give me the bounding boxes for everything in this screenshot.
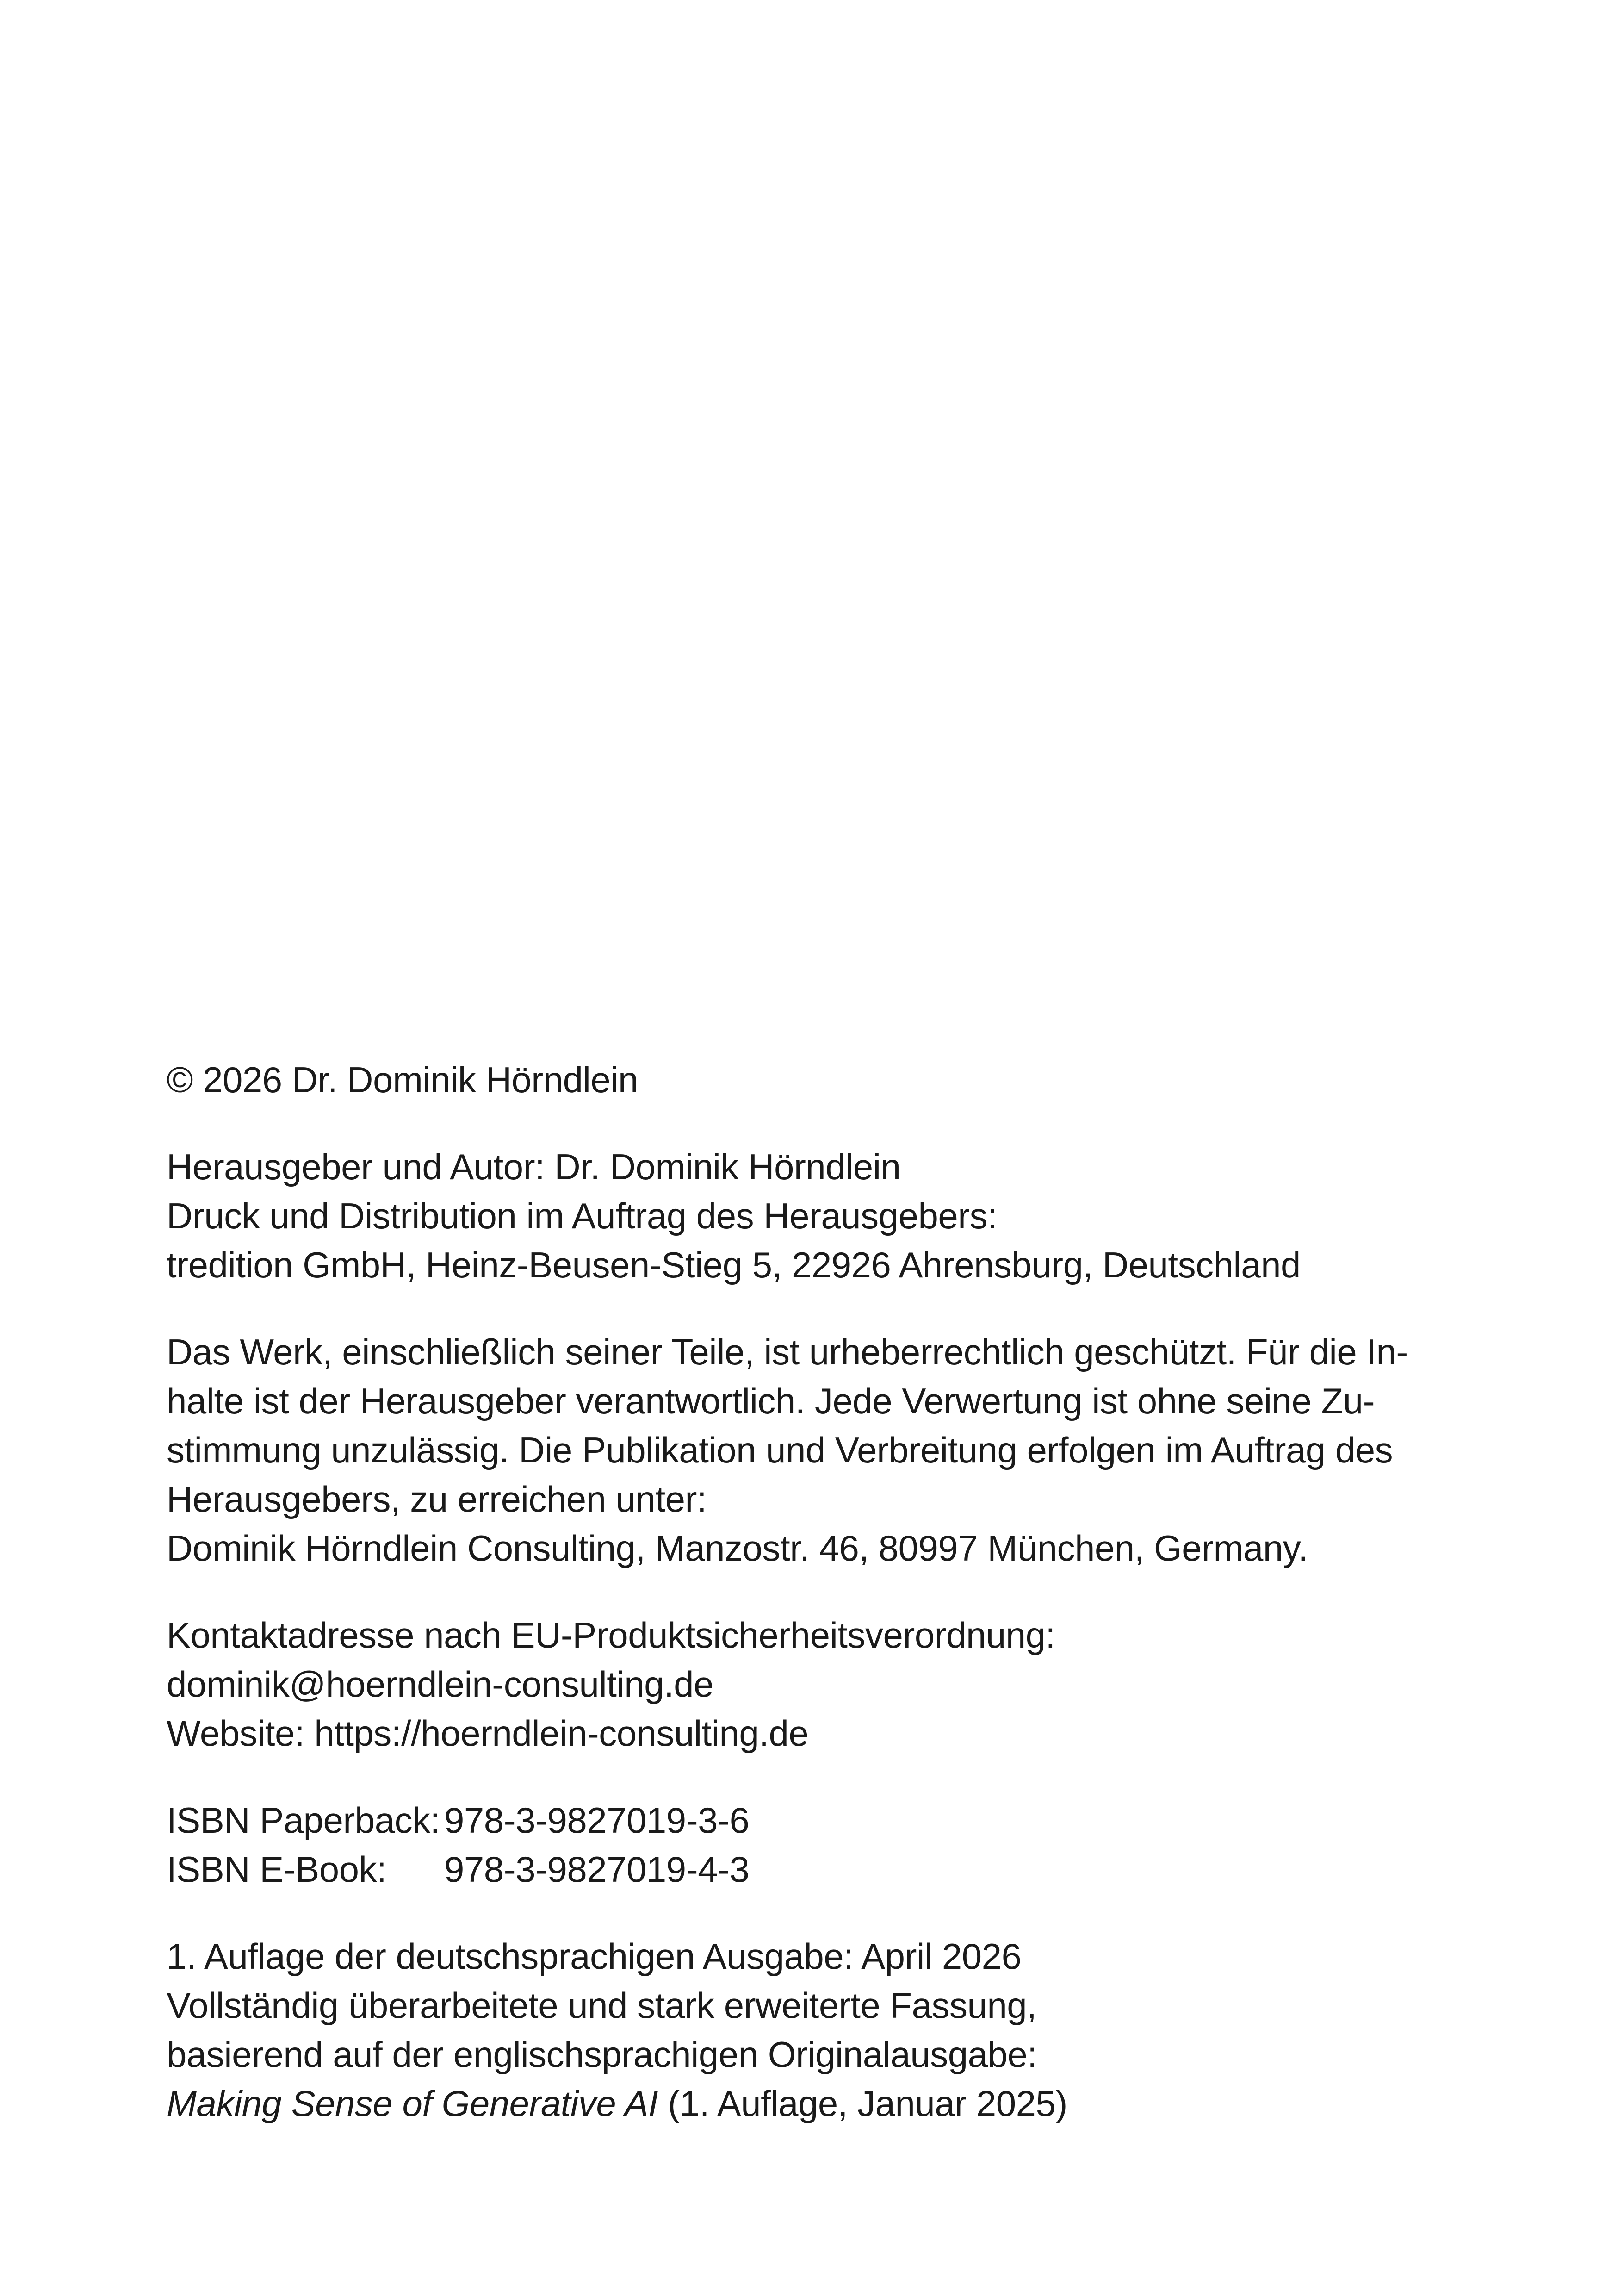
- rights-line: halte ist der Herausgeber verantwortlich. Jede Verwertung ist ohne seine Zu-: [167, 1381, 1375, 1421]
- distributor-address-line: tredition GmbH, Heinz-Beusen-Stieg 5, 22926 Ahrensburg, Deutschland: [167, 1244, 1301, 1285]
- imprint-text: [167, 1055, 1453, 2166]
- contact-email: dominik@hoerndlein-consulting.de: [167, 1664, 713, 1705]
- rights-line: stimmung unzulässig. Die Publikation und Verbreitung erfolgen im Auftrag des: [167, 1430, 1393, 1470]
- isbn-block: [167, 1796, 1453, 1894]
- publisher-line: Herausgeber und Autor: Dr. Dominik Hörndlein: [167, 1146, 901, 1187]
- original-title: Making Sense of Generative AI: [167, 2083, 658, 2124]
- publisher-address-line: Dominik Hörndlein Consulting, Manzostr. 46, 80997 München, Germany.: [167, 1528, 1308, 1568]
- original-title-line: [167, 2079, 1453, 2128]
- isbn-paperback-row: [167, 1796, 1453, 1845]
- isbn-ebook-row: [167, 1845, 1453, 1894]
- rights-line: Herausgebers, zu erreichen unter:: [167, 1479, 707, 1519]
- edition-line: 1. Auflage der deutschsprachigen Ausgabe: April 2026: [167, 1936, 1022, 1977]
- publisher-block: [167, 1142, 1453, 1289]
- copyright-block: [167, 1055, 1453, 1104]
- original-edition-note: (1. Auflage, Januar 2025): [658, 2083, 1067, 2124]
- rights-block: [167, 1327, 1453, 1573]
- isbn-ebook-label: ISBN E-Book:: [167, 1849, 387, 1890]
- edition-note-line: Vollständig überarbeitete und stark erweiterte Fassung,: [167, 1985, 1037, 2026]
- isbn-paperback-label: ISBN Paperback:: [167, 1800, 440, 1841]
- isbn-paperback-value: 978-3-9827019-3-6: [444, 1800, 750, 1841]
- distribution-line: Druck und Distribution im Auftrag des Herausgebers:: [167, 1195, 998, 1236]
- edition-block: [167, 1932, 1453, 2128]
- contact-block: [167, 1611, 1453, 1758]
- contact-heading: Kontaktadresse nach EU-Produktsicherheitsverordnung:: [167, 1615, 1055, 1655]
- copyright-line: © 2026 Dr. Dominik Hörndlein: [167, 1059, 638, 1100]
- contact-website: Website: https://hoerndlein-consulting.de: [167, 1713, 809, 1754]
- isbn-ebook-value: 978-3-9827019-4-3: [444, 1849, 750, 1890]
- original-reference-line: basierend auf der englischsprachigen Originalausgabe:: [167, 2034, 1037, 2075]
- rights-line: Das Werk, einschließlich seiner Teile, ist urheberrechtlich geschützt. Für die In-: [167, 1332, 1408, 1372]
